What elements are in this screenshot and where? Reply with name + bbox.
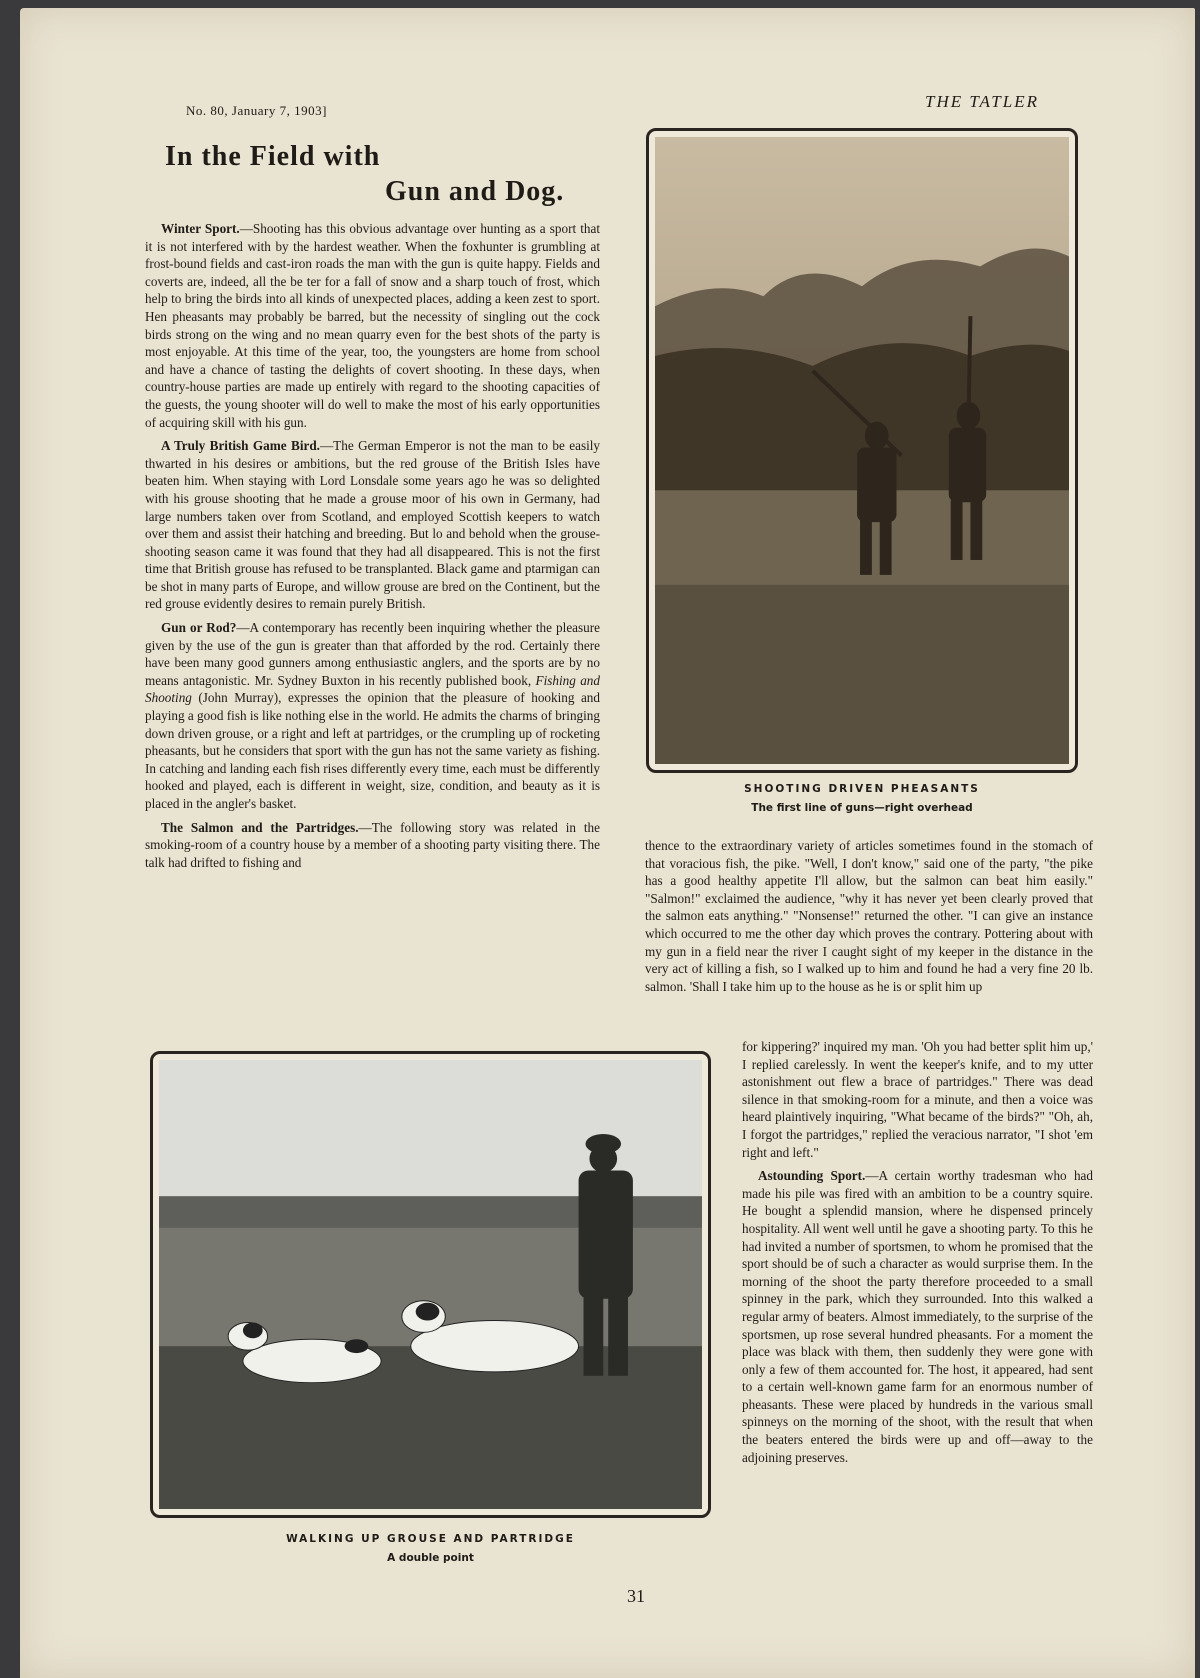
caption-title-bottom: WALKING UP GROUSE AND PARTRIDGE [286,1533,575,1545]
caption-subtitle-bottom: A double point [387,1552,474,1564]
magazine-name: THE TATLER [925,92,1039,111]
grouse-partridge-image [159,1060,702,1509]
caption-subtitle-top: The first line of guns—right overhead [751,802,973,814]
photo-shooting-pheasants [646,128,1078,773]
book-title: Fishing and Shooting [145,672,600,706]
left-column [145,220,600,877]
paragraph-salmon-partridges: The Salmon and the Partridges.—The following story was related in the smoking-room of a country house by a member of a shooting party visiting there. The talk had drifted to fishing and [145,819,600,870]
article-title-line1: In the Field with [165,141,381,172]
paragraph-winter-sport: Winter Sport.—Shooting has this obvious advantage over hunting as a sport that it is not interfered with by the hardest weather. When the foxhunter is grumbling at frost-bound fields and cast-iron roads the man with the gun is quite happy. Fields and coverts are, indeed, all the be ter for a fall of snow and a sharp touch of frost, which help to bring the birds into all kinds of unexpected places, adding a keen zest to sport. Hen pheasants may probably be barred, but the necessity of singling out the cock birds strong on the wing and no mean quarry even for the best shots of the party is most enjoyable. At this time of the year, too, the youngsters are home from school and have a chance of tasting the delights of covert shooting. In these days, when country-house parties are made up entirely with regard to the shooting capacities of the guests, the young shooter will do well to make the most of his early opportunities of acquiring skill with his gun. [145,221,600,430]
paragraph-salmon-continued: for kippering?' inquired my man. 'Oh you had better split him up,' I replied carelessly. In went the keeper's knife, and to my utter astonishment out flew a brace of partridges." There was dead silence in that smoking-room for a minute, and then a voice was heard plaintively inquiring, "What became of the birds?" "Oh, ah, I forgot the partridges," replied the veracious narrator, "I shot 'em right and left." [742,1039,1093,1160]
paragraph-british-game-bird: A Truly British Game Bird.—The German Emperor is not the man to be easily thwarted in his desires or ambitions, but the red grouse of the British Isles have beaten him. When staying with Lord Lonsdale some years ago he was so delighted with his grouse shooting that he made a grouse moor of his own in Germany, had large numbers taken over from Scotland, and employed Scottish keepers to watch over them and assist their hatching and breeding. But lo and behold when the grouse-shooting season came it was found that they had all disappeared. This is not the first time that British grouse has refused to be transplanted. Black game and ptarmigan can be shot in many parts of Europe, and willow grouse are bred on the Continent, but the red grouse evidently desires to remain purely British. [145,438,600,612]
caption-title-top: SHOOTING DRIVEN PHEASANTS [744,783,980,795]
issue-line: No. 80, January 7, 1903] [186,103,327,118]
photo-walking-up-grouse [150,1051,711,1518]
right-column-lower [742,1038,1093,1472]
pheasant-shoot-image [655,137,1069,764]
paragraph-astounding-sport: Astounding Sport.—A certain worthy tradesman who had made his pile was fired with an ambition to be a country squire. He bought a splendid mansion, where he dispensed princely hospitality. All went well until he gave a shooting party. To this he had invited a number of sportsmen, to whom he promised that the sport should be of such a character as would surprise them. In the morning of the shoot the party therefore proceeded to a small spinney in the park, which they surrounded. Into this walked a regular army of beaters. Almost immediately, to the surprise of the sportsmen, up rose several hundred pheasants. For a moment the place was black with them, then suddenly they were gone with only a few of them accounted for. The host, it appeared, had sent to a certain well-known game farm for an enormous number of pheasants. These were placed by hundreds in the various small spinneys on the morning of the shoot, with the result that when the beaters entered the birds were up and off—away to the adjoining preserves. [742,1168,1093,1465]
article-title-line2: Gun and Dog. [385,176,565,207]
right-column-upper: thence to the extraordinary variety of articles sometimes found in the stomach of that voracious fish, the pike. "Well, I don't know," said one of the party, "the pike has a good healthy appetite I'll allow, but the salmon can beat him easily." "Salmon!" exclaimed the audience, "why it has never yet been clearly proved that the salmon eats anything." "Nonsense!" returned the other. "I can give an instance which occurred to me the other day which proves the contrary. Pottering about with my gun in a field near the river I caught sight of my keeper in the distance in the very act of killing a fish, so I walked up to him and found he had a very fine 20 lb. salmon. 'Shall I take him up to the house as he is or split him up [645,838,1093,994]
magazine-page [20,8,1195,1678]
page-number: 31 [627,1586,645,1606]
paragraph-gun-or-rod: Gun or Rod?—A contemporary has recently been inquiring whether the pleasure given by the use of the gun is greater than that afforded by the rod. Certainly there have been many good gunners among enthusiastic anglers, and the sports are by no means antagonistic. Mr. Sydney Buxton in his recently published book, Fishing and Shooting (John Murray), expresses the opinion that the pleasure of hooking and playing a good fish is like nothing else in the world. He admits the charms of bringing down driven grouse, or a right and left at partridges, or the crumpling up of rocketing pheasants, but he considers that sport with the gun has not the same variety as fishing. In catching and landing each fish rises differently every time, each must be differently hooked and played, each is different in weight, size, condition, and beauty as it is placed in the angler's basket. [145,620,600,811]
